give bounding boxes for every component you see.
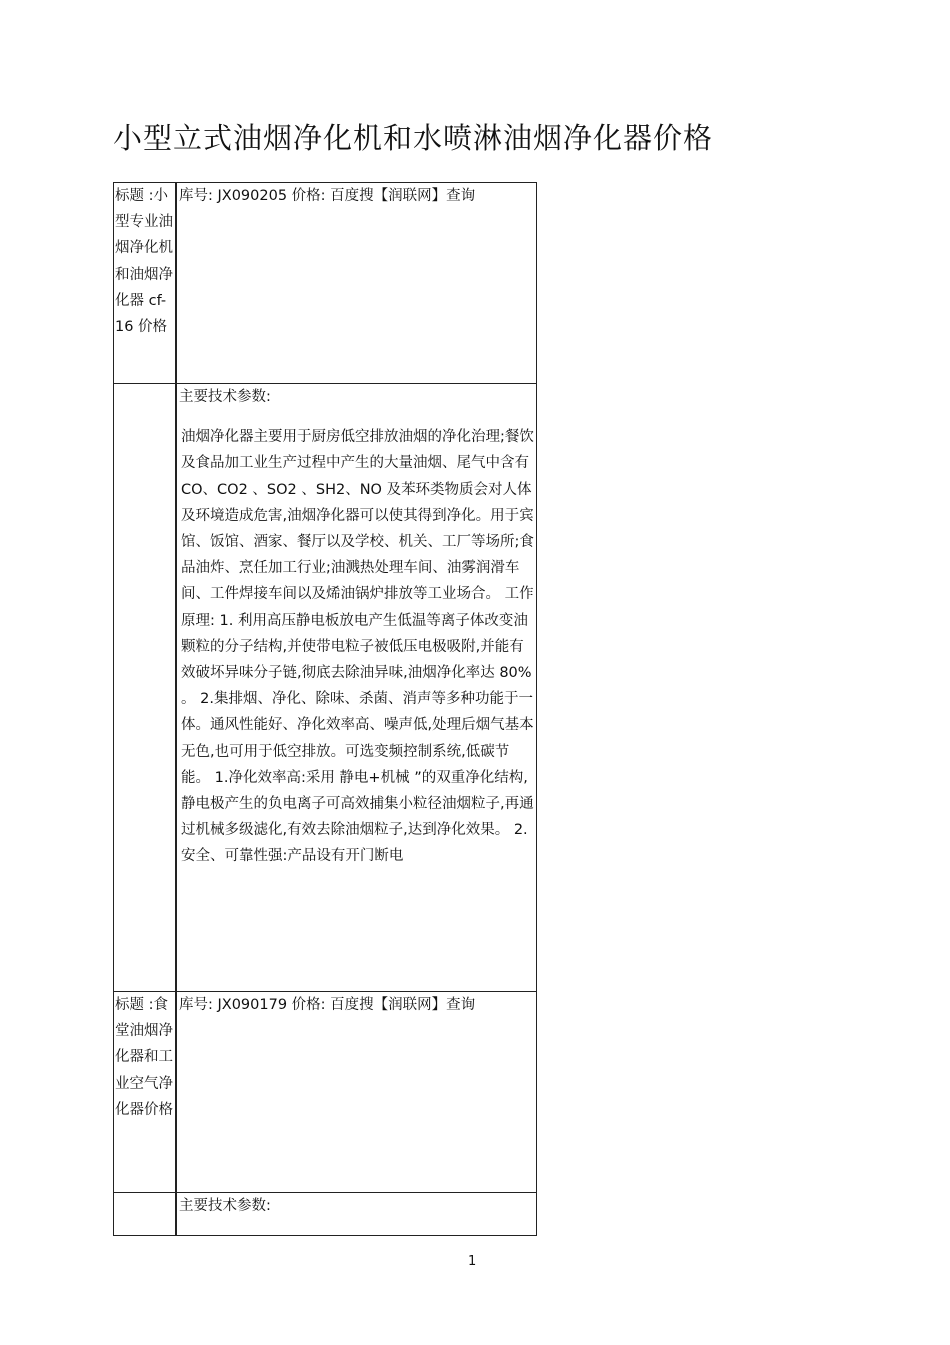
- entry-info: 库号: JX090179 价格: 百度搜【润联网】查询: [176, 992, 537, 1193]
- entry-heading: 标题 :食堂油烟净化器和工业空气净化器价格: [114, 992, 177, 1193]
- page-title: 小型立式油烟净化机和水喷淋油烟净化器价格: [113, 121, 714, 155]
- empty-cell: [114, 1193, 177, 1236]
- table-row: [114, 183, 537, 384]
- entry-params-cell: [176, 384, 537, 992]
- params-label: 主要技术参数:: [179, 1198, 271, 1214]
- params-label: 主要技术参数:: [179, 389, 271, 405]
- table-row: [114, 992, 537, 1193]
- params-text: 油烟净化器主要用于厨房低空排放油烟的净化治理;餐饮及食品加工业生产过程中产生的大量油烟、尾气中含有 CO、CO2 、SO2 、SH2、NO 及苯环类物质会对人体及环境造成危害,油烟净化器可以使其得到净化。用于宾馆、饭馆、酒家、餐厅以及学校、机关、工厂等场所;食品油炸、烹任加工行业;油溅热处理车间、油雾润滑车间、工件焊接车间以及烯油锅炉排放等工业场合。 工作原理: 1. 利用高压静电板放电产生低温等离子体改变油颗粒的分子结构,并使带电粒子被低压电极吸附,并能有效破坏异味分子链,彻底去除油异味,油烟净化率达 80% 。 2.集排烟、净化、除味、杀菌、消声等多种功能于一体。通风性能好、净化效率高、噪声低,处理后烟气基本无色,也可用于低空排放。可选变频控制系统,低碳节能。 1.净化效率高:采用 静电+机械 ”的双重净化结构,静电极产生的负电离子可高效捕集小粒径油烟粒子,再通过机械多级滤化,有效去除油烟粒子,达到净化效果。 2.安全、可靠性强:产品设有开门断电: [181, 429, 534, 865]
- empty-cell: [114, 384, 177, 992]
- page-number: 1: [468, 1254, 477, 1269]
- table-row: [114, 384, 537, 992]
- product-table: [113, 182, 537, 1236]
- entry-heading: 标题 :小型专业油烟净化机和油烟净化器 cf-16 价格: [114, 183, 177, 384]
- entry-params-cell: [176, 1193, 537, 1236]
- table-row: [114, 1193, 537, 1236]
- entry-info: 库号: JX090205 价格: 百度搜【润联网】查询: [176, 183, 537, 384]
